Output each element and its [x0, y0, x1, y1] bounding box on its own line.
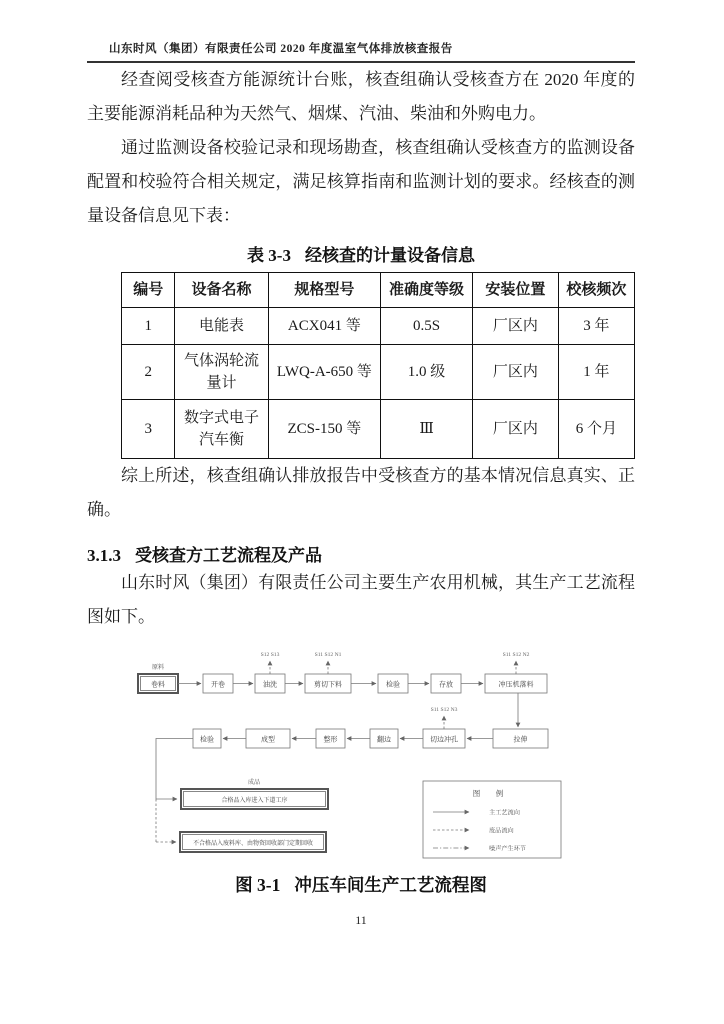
- paragraph-monitoring-devices: 通过监测设备校验记录和现场勘查，核查组确认受核查方的监测设备配置和校验符合相关规定，满足核算指南和监测计划的要求。经核查的测量设备信息见下表：: [87, 138, 635, 225]
- table-caption-label: 表 3-3: [247, 246, 291, 265]
- col-header-model: 规格型号: [268, 273, 380, 308]
- cell-accuracy: 0.5S: [381, 308, 473, 345]
- flow-result-qualified: [181, 789, 328, 809]
- cell-device-name: 气体涡轮流量计: [175, 345, 268, 400]
- col-header-calibration: 校核频次: [558, 273, 634, 308]
- col-header-accuracy: 准确度等级: [381, 273, 473, 308]
- table-row: [122, 345, 635, 400]
- svg-text:冲压机落料: 冲压机落料: [498, 680, 534, 689]
- svg-text:检验: 检验: [386, 680, 400, 689]
- cell-number: 1: [122, 308, 175, 345]
- cell-model: LWQ-A-650 等: [268, 345, 380, 400]
- emission-label-trim: S11 S12 N3: [430, 707, 458, 713]
- svg-text:开卷: 开卷: [211, 680, 225, 689]
- svg-text:成型: 成型: [261, 735, 275, 744]
- flow-step-blanking: [485, 674, 547, 693]
- flow-step-shear: [305, 674, 351, 693]
- paragraph-conclusion: 综上所述，核查组确认排放报告中受核查方的基本情况信息真实、正确。: [87, 466, 635, 519]
- flow-step-uncoil: [203, 674, 233, 693]
- svg-text:油洗: 油洗: [263, 680, 277, 689]
- table-caption-title: 经核查的计量设备信息: [304, 246, 475, 265]
- cell-accuracy: Ⅲ: [381, 400, 473, 459]
- flow-step-inspect-2: [193, 729, 221, 748]
- flow-step-draw: [493, 729, 548, 748]
- flow-step-trim-punch: [423, 729, 465, 748]
- cell-device-name: 数字式电子汽车衡: [175, 400, 268, 459]
- svg-text:检验: 检验: [200, 735, 214, 744]
- figure-caption-label: 图 3-1: [235, 875, 281, 895]
- legend-noise: 噪声产生环节: [489, 845, 527, 853]
- emission-label-shear: S11 S12 N1: [314, 652, 342, 658]
- cell-calibration: 1 年: [558, 345, 634, 400]
- cell-location: 厂区内: [473, 400, 559, 459]
- table-caption: [87, 241, 635, 266]
- emission-label-wash: S12 S13: [260, 652, 280, 658]
- svg-text:存放: 存放: [439, 680, 453, 689]
- cell-model: ZCS-150 等: [268, 400, 380, 459]
- flow-step-flange: [370, 729, 398, 748]
- cell-calibration: 3 年: [558, 308, 634, 345]
- measurement-devices-table: [121, 272, 635, 459]
- paragraph-energy-types: 经查阅受核查方能源统计台账，核查组确认受核查方在 2020 年度的主要能源消耗品种为天然气、烟煤、汽油、柴油和外购电力。: [87, 70, 635, 123]
- legend-waste-flow: 废品流向: [489, 827, 514, 835]
- svg-text:剪切下料: 剪切下料: [314, 680, 342, 689]
- svg-text:翻边: 翻边: [377, 735, 391, 744]
- cell-device-name: 电能表: [175, 308, 268, 345]
- running-header: 山东时风（集团）有限责任公司 2020 年度温室气体排放核查报告: [109, 43, 453, 55]
- svg-text:卷料: 卷料: [151, 680, 165, 689]
- legend-main-flow: 主工艺流向: [489, 809, 520, 817]
- figure-caption: [87, 872, 635, 897]
- emission-label-blanking: S11 S12 N2: [502, 652, 530, 658]
- col-header-number: 编号: [122, 273, 175, 308]
- svg-text:不合格品入废料库、由物资回收部门定期回收: 不合格品入废料库、由物资回收部门定期回收: [192, 841, 314, 847]
- svg-text:拉伸: 拉伸: [513, 735, 528, 744]
- flow-step-coil: [138, 674, 178, 693]
- cell-model: ACX041 等: [268, 308, 380, 345]
- svg-text:整形: 整形: [323, 735, 338, 744]
- paragraph-process-intro: 山东时风（集团）有限责任公司主要生产农用机械，其生产工艺流程图如下。: [87, 573, 635, 626]
- product-label: 成品: [247, 779, 261, 786]
- table-header-row: [122, 273, 635, 308]
- raw-material-label: 原料: [151, 664, 165, 671]
- flow-step-inspect-1: [378, 674, 408, 693]
- cell-location: 厂区内: [473, 308, 559, 345]
- flow-step-wash: [255, 674, 285, 693]
- cell-calibration: 6 个月: [558, 400, 634, 459]
- process-flowchart: [133, 646, 578, 868]
- section-heading: [87, 541, 635, 566]
- flow-step-store: [431, 674, 461, 693]
- flowchart-svg: [133, 646, 578, 868]
- flow-step-form: [246, 729, 290, 748]
- page-number: 11: [355, 913, 367, 927]
- cell-number: 2: [122, 345, 175, 400]
- cell-number: 3: [122, 400, 175, 459]
- flow-step-reshape: [316, 729, 345, 748]
- col-header-location: 安装位置: [473, 273, 559, 308]
- table-row: [122, 400, 635, 459]
- svg-text:合格品入库进入下道工序: 合格品入库进入下道工序: [221, 798, 288, 804]
- table-row: [122, 308, 635, 345]
- flow-result-rejected: [180, 832, 326, 852]
- figure-caption-title: 冲压车间生产工艺流程图: [294, 875, 487, 895]
- svg-text:切边冲孔: 切边冲孔: [430, 735, 458, 744]
- col-header-device-name: 设备名称: [175, 273, 268, 308]
- cell-accuracy: 1.0 级: [381, 345, 473, 400]
- section-number: 3.1.3: [87, 546, 121, 565]
- legend-title: 图 例: [472, 789, 508, 798]
- cell-location: 厂区内: [473, 345, 559, 400]
- flowchart-legend: [423, 781, 561, 858]
- section-title: 受核查方工艺流程及产品: [135, 546, 322, 565]
